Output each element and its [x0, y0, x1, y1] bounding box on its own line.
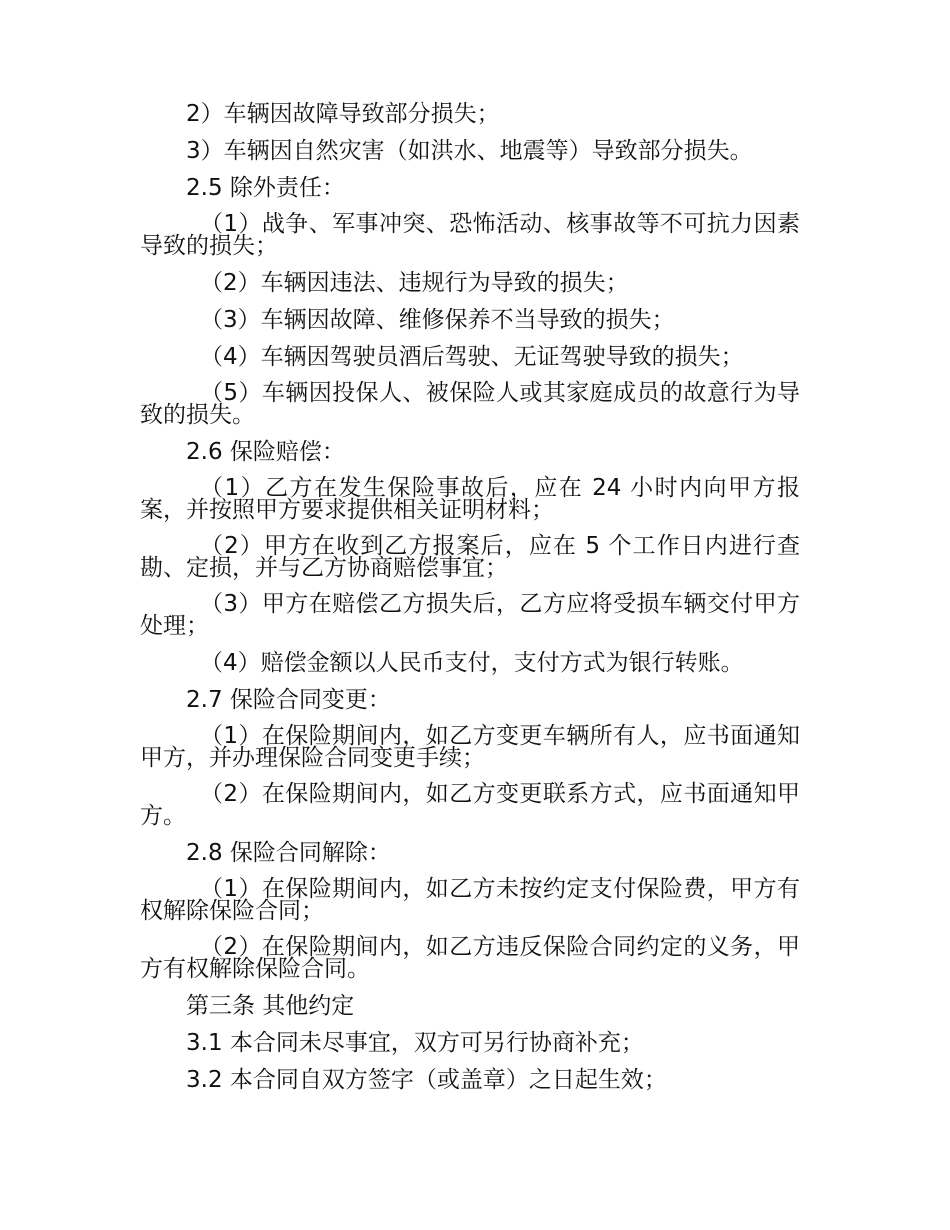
clause-item: （4）赔偿金额以人民币支付，支付方式为银行转账。	[200, 650, 744, 676]
clause-item: （5）车辆因投保人、被保险人或其家庭成员的故意行为导致的损失。	[140, 380, 800, 428]
paragraph-line: 3.1 本合同未尽事宜，双方可另行协商补充；	[186, 1030, 644, 1056]
clause-item: （4）车辆因驾驶员酒后驾驶、无证驾驶导致的损失；	[200, 344, 744, 370]
section-heading: 2.7 保险合同变更：	[186, 687, 391, 713]
clause-item: （2）在保险期间内，如乙方变更联系方式，应书面通知甲方。	[140, 781, 800, 829]
paragraph-line: 3.2 本合同自双方签字（或盖章）之日起生效；	[186, 1067, 667, 1093]
clause-item: （1）战争、军事冲突、恐怖活动、核事故等不可抗力因素导致的损失；	[140, 211, 800, 259]
clause-item: （1）在保险期间内，如乙方变更车辆所有人，应书面通知甲方，并办理保险合同变更手续；	[140, 723, 800, 771]
clause-item: （1）乙方在发生保险事故后，应在 24 小时内向甲方报案，并按照甲方要求提供相关证明材料；	[140, 475, 800, 523]
document-page	[140, 102, 800, 1105]
clause-item: （1）在保险期间内，如乙方未按约定支付保险费，甲方有权解除保险合同；	[140, 876, 800, 924]
section-heading: 2.5 除外责任：	[186, 175, 345, 201]
clause-item: （2）甲方在收到乙方报案后，应在 5 个工作日内进行查勘、定损，并与乙方协商赔偿事宜；	[140, 533, 800, 581]
section-heading: 2.8 保险合同解除：	[186, 840, 391, 866]
paragraph-line: 3）车辆因自然灾害（如洪水、地震等）导致部分损失。	[186, 138, 753, 164]
article-heading: 第三条 其他约定	[186, 993, 355, 1019]
clause-item: （3）车辆因故障、维修保养不当导致的损失；	[200, 307, 675, 333]
clause-item: （3）甲方在赔偿乙方损失后，乙方应将受损车辆交付甲方处理；	[140, 591, 800, 639]
clause-item: （2）在保险期间内，如乙方违反保险合同约定的义务，甲方有权解除保险合同。	[140, 934, 800, 982]
section-heading: 2.6 保险赔偿：	[186, 439, 345, 465]
clause-item: （2）车辆因违法、违规行为导致的损失；	[200, 270, 629, 296]
paragraph-line: 2）车辆因故障导致部分损失；	[186, 101, 500, 127]
